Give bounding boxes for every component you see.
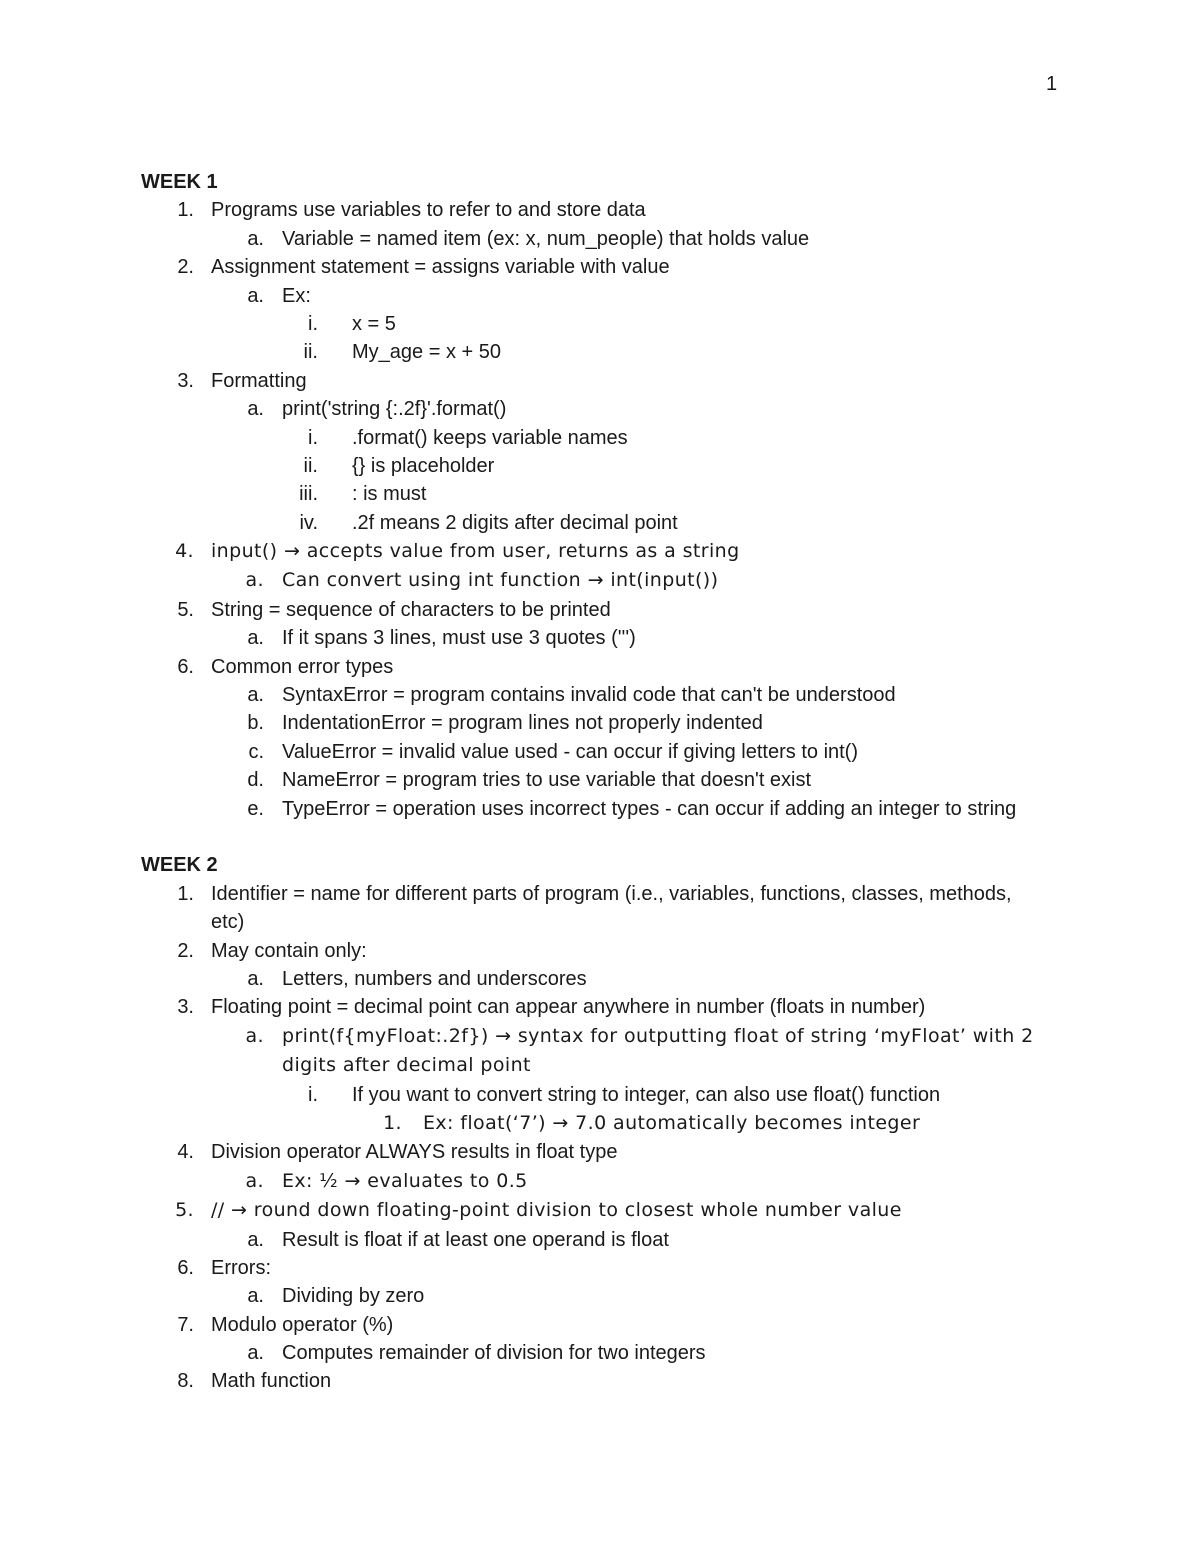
list-item: a. Ex: ½ → evaluates to 0.5 (245, 1169, 528, 1192)
document-body (0, 168, 1200, 1396)
list-item: c. ValueError = invalid value used - can occur if giving letters to int() (248, 740, 859, 763)
list-item: a. Can convert using int function → int(input()) (245, 569, 719, 592)
list-item: a. print('string {:.2f}'.format() (247, 398, 507, 421)
list-item: a. If it spans 3 lines, must use 3 quotes (''') (247, 627, 636, 650)
list-item: a. Computes remainder of division for two integers (247, 1342, 706, 1365)
list-item: 1. Identifier = name for different parts of program (i.e., variables, functions, classes, methods, etc) (177, 882, 1012, 934)
list-item: 2. May contain only: (177, 939, 367, 962)
list-item: a. SyntaxError = program contains invalid code that can't be understood (247, 684, 896, 707)
list-item: a. Letters, numbers and underscores (247, 967, 587, 990)
week-2-heading: WEEK 2 (141, 854, 218, 877)
list-item: 6. Common error types (177, 655, 394, 678)
list-item: 3. Formatting (177, 369, 307, 392)
list-item: 7. Modulo operator (%) (177, 1313, 394, 1336)
list-item: iii. : is must (299, 483, 427, 506)
list-item: e. TypeError = operation uses incorrect types - can occur if adding an integer to string (247, 797, 1017, 820)
list-item: a. Ex: (247, 284, 311, 307)
list-item: 5. // → round down floating-point division to closest whole number value (175, 1199, 902, 1222)
list-item: a. Dividing by zero (247, 1285, 425, 1308)
list-item: b. IndentationError = program lines not properly indented (247, 712, 763, 735)
list-item: ii. {} is placeholder (303, 454, 495, 477)
list-item: 5. String = sequence of characters to be printed (177, 598, 611, 621)
list-item: a. Result is float if at least one operand is float (247, 1228, 669, 1251)
list-item: d. NameError = program tries to use variable that doesn't exist (247, 769, 812, 792)
list-item: 1. Programs use variables to refer to and store data (177, 199, 646, 222)
list-item: iv. .2f means 2 digits after decimal point (299, 511, 678, 534)
week-1-heading: WEEK 1 (141, 171, 218, 193)
list-item: 3. Floating point = decimal point can appear anywhere in number (floats in number) (177, 996, 926, 1019)
list-item: ii. My_age = x + 50 (303, 341, 501, 364)
list-item: 4. Division operator ALWAYS results in float type (177, 1141, 618, 1164)
list-item: 4. input() → accepts value from user, returns as a string (175, 540, 740, 563)
list-item: a. print(f{myFloat:.2f}) → syntax for outputting float of string ‘myFloat’ with 2 digits after decimal point (245, 1024, 1034, 1077)
list-item: 8. Math function (177, 1370, 332, 1393)
page-number: 1 (1046, 73, 1058, 95)
list-item: i. .format() keeps variable names (308, 426, 628, 449)
list-item: a. Variable = named item (ex: x, num_people) that holds value (247, 227, 810, 250)
list-item: 2. Assignment statement = assigns variable with value (177, 256, 670, 279)
list-item: i. x = 5 (308, 312, 396, 335)
list-item: 1. Ex: float(‘7’) → 7.0 automatically becomes integer (383, 1111, 921, 1134)
list-item: i. If you want to convert string to integer, can also use float() function (308, 1083, 941, 1106)
list-item: 6. Errors: (177, 1256, 271, 1279)
